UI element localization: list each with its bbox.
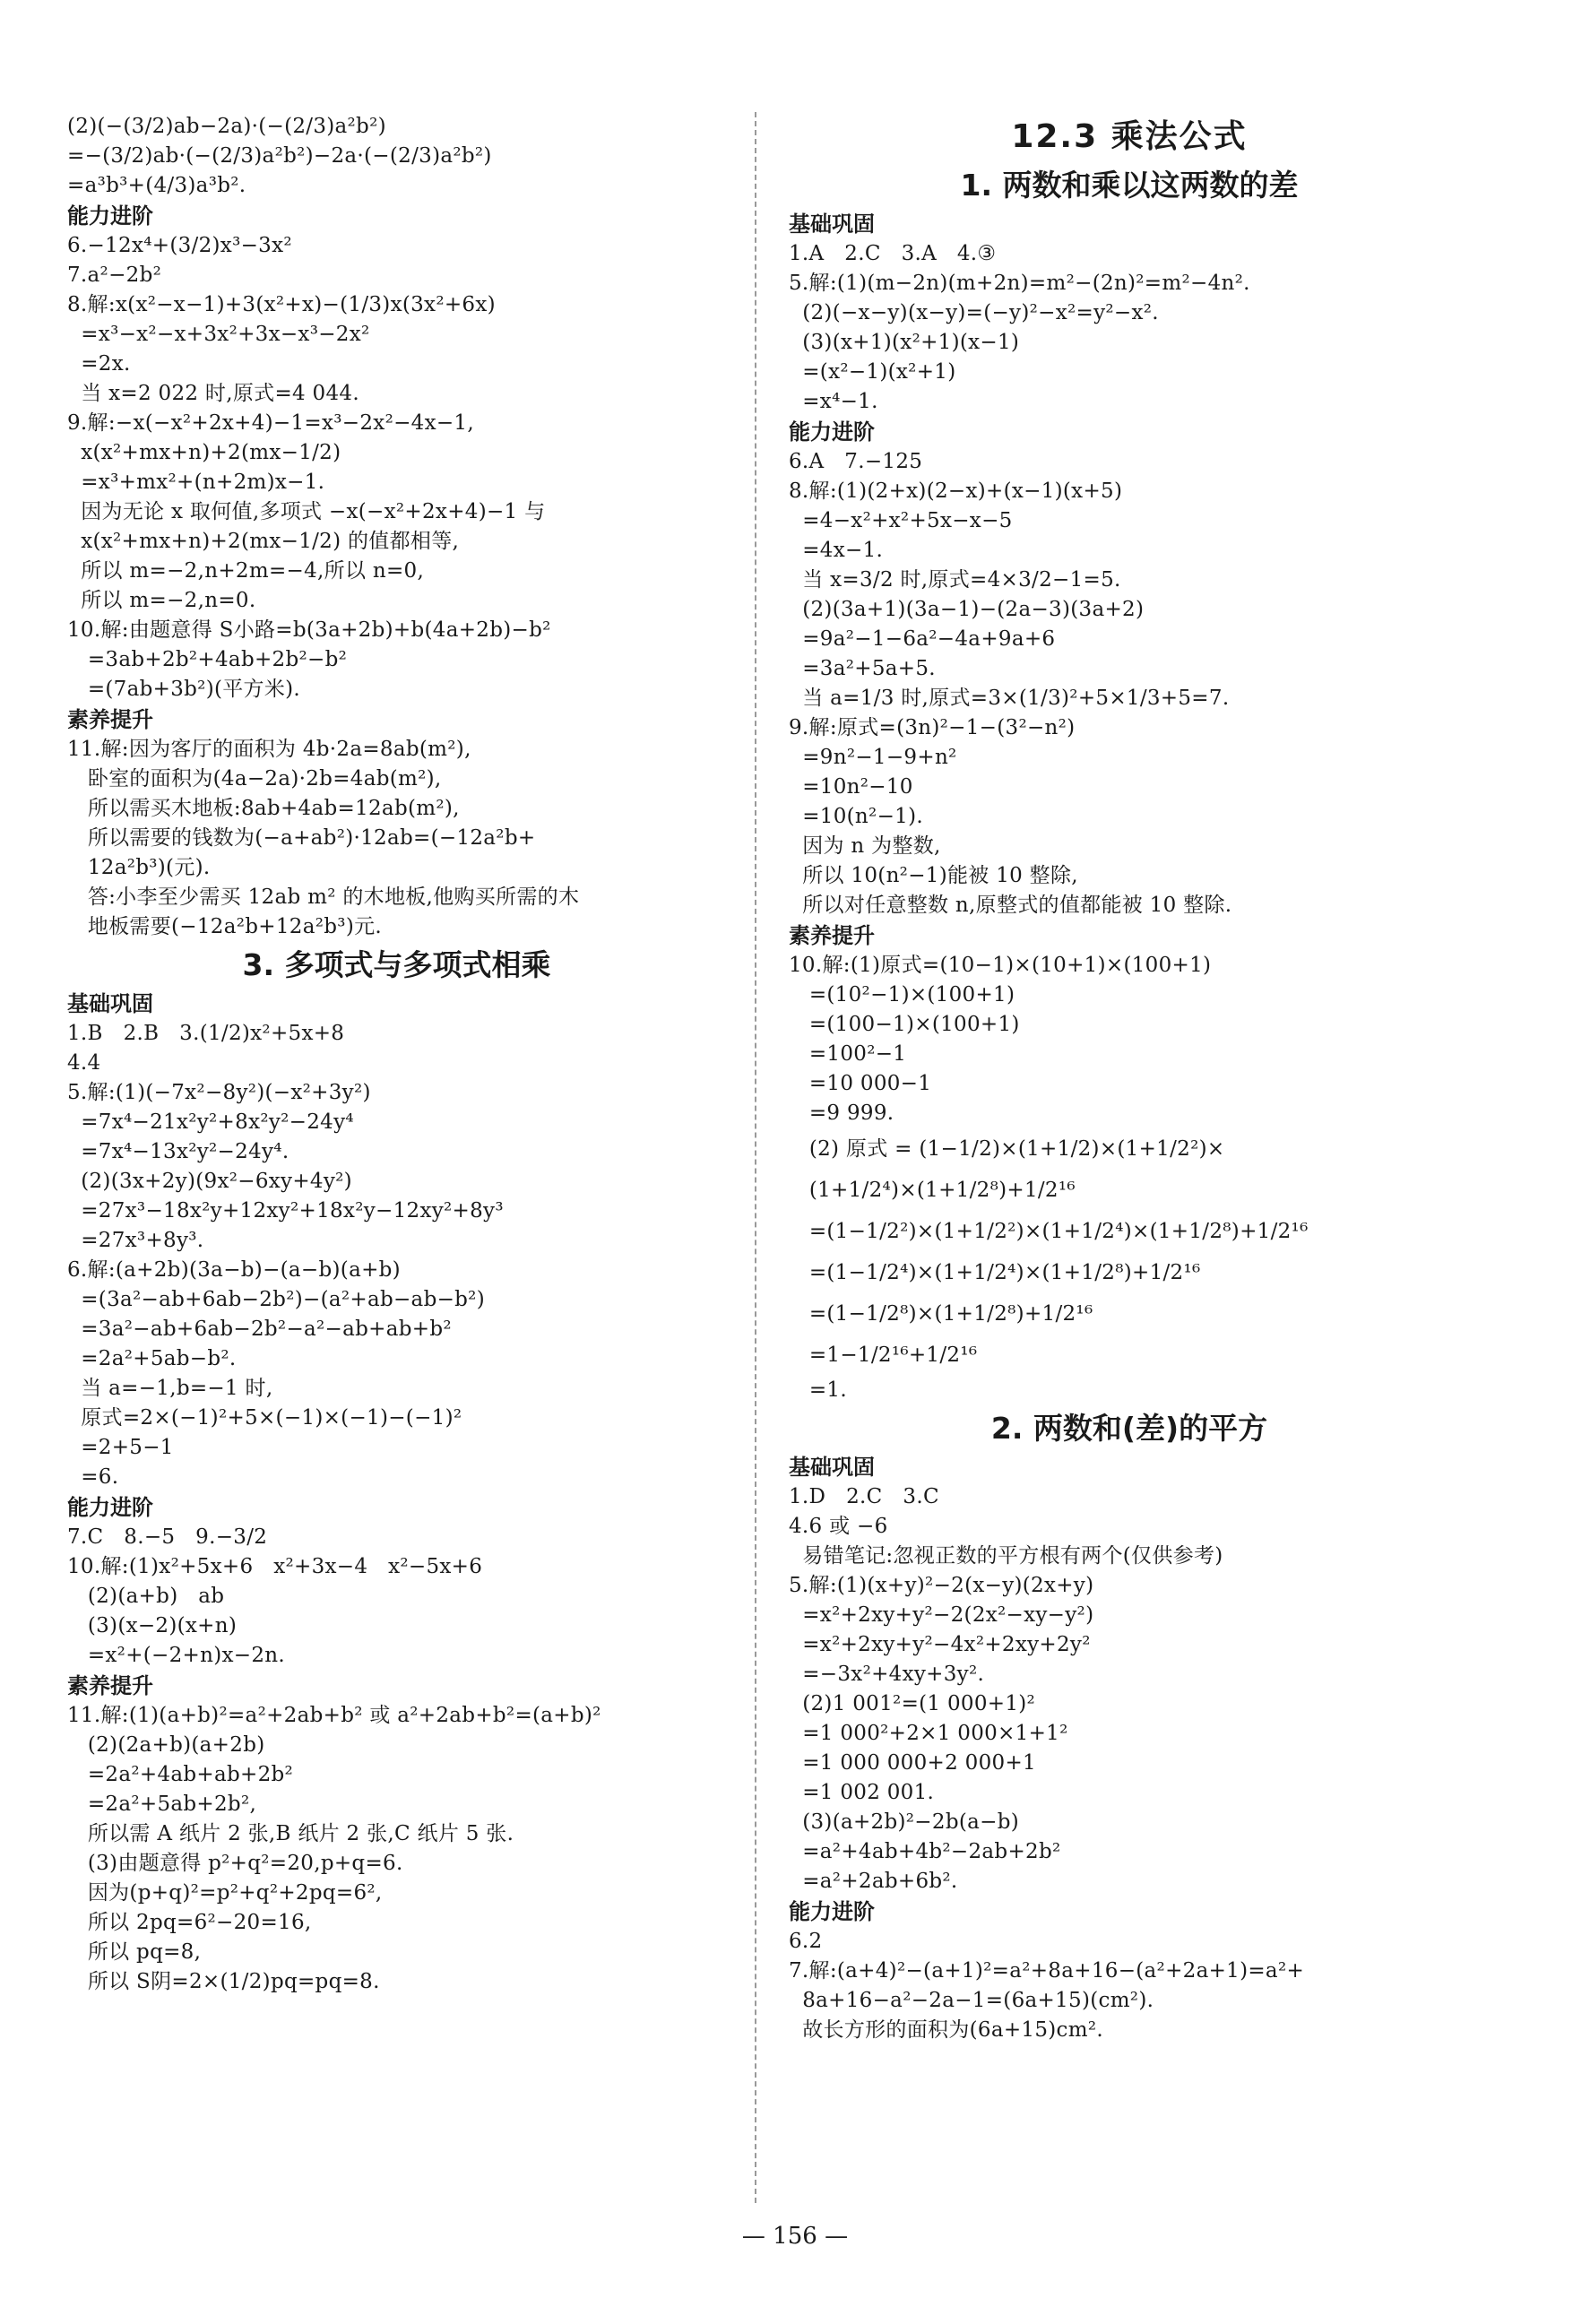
- answer-line: =9a²−1−6a²−4a+9a+6: [789, 627, 1056, 651]
- answer-line: =−(3/2)ab·(−(2/3)a²b²)−2a·(−(2/3)a²b²): [67, 144, 492, 168]
- answer-line: =2x.: [67, 352, 131, 376]
- answer-line: =3a²+5a+5.: [789, 657, 936, 680]
- answer-line: =1.: [789, 1378, 847, 1402]
- answer-line: =x³−x²−x+3x²+3x−x³−2x²: [67, 323, 370, 346]
- answer-line: =x⁴−1.: [789, 390, 878, 413]
- column-divider: [755, 112, 756, 2203]
- answer-line: =27x³−18x²y+12xy²+18x²y−12xy²+8y³: [67, 1199, 504, 1222]
- subsection-title: 1. 两数和乘以这两数的差: [960, 168, 1299, 203]
- subsection-title: 2. 两数和(差)的平方: [990, 1411, 1268, 1446]
- answer-line: 所以 10(n²−1)能被 10 整除,: [789, 864, 1078, 887]
- answer-line: =2a²+4ab+ab+2b²: [67, 1763, 294, 1786]
- answer-line: 6.解:(a+2b)(3a−b)−(a−b)(a+b): [67, 1258, 401, 1282]
- answer-line: (2)1 001²=(1 000+1)²: [789, 1692, 1036, 1715]
- answer-line: 卧室的面积为(4a−2a)·2b=4ab(m²),: [67, 767, 442, 791]
- answer-line: (2) 原式 = (1−1/2)×(1+1/2)×(1+1/2²)×: [789, 1137, 1225, 1161]
- answer-line: =a³b³+(4/3)a³b².: [67, 174, 246, 197]
- answer-line: =4x−1.: [789, 539, 884, 562]
- answer-line: =9 999.: [789, 1102, 894, 1125]
- section-heading: 能力进阶: [789, 419, 875, 445]
- answer-line: (2)(2a+b)(a+2b): [67, 1733, 265, 1757]
- answer-line: =6.: [67, 1465, 119, 1489]
- answer-line: =7x⁴−13x²y²−24y⁴.: [67, 1140, 289, 1163]
- answer-line: =(1−1/2²)×(1+1/2²)×(1+1/2⁴)×(1+1/2⁸)+1/2¹⁶: [789, 1220, 1309, 1243]
- answer-line: 6.2: [789, 1930, 823, 1953]
- answer-line: 10.解:(1)原式=(10−1)×(10+1)×(100+1): [789, 954, 1212, 977]
- answer-line: 10.解:(1)x²+5x+6 x²+3x−4 x²−5x+6: [67, 1555, 483, 1578]
- answer-line: 11.解:因为客厅的面积为 4b·2a=8ab(m²),: [67, 738, 471, 761]
- section-heading: 能力进阶: [67, 1495, 153, 1520]
- section-heading: 基础巩固: [789, 1455, 875, 1480]
- answer-line: =10n²−10: [789, 775, 913, 799]
- left-column: [67, 112, 726, 2216]
- answer-line: 8.解:x(x²−x−1)+3(x²+x)−(1/3)x(3x²+6x): [67, 293, 496, 316]
- subsection-title: 3. 多项式与多项式相乘: [242, 947, 551, 982]
- answer-line: =7x⁴−21x²y²+8x²y²−24y⁴: [67, 1110, 354, 1134]
- answer-line: 8a+16−a²−2a−1=(6a+15)(cm²).: [789, 1989, 1154, 2012]
- answer-line: 所以需 A 纸片 2 张,B 纸片 2 张,C 纸片 5 张.: [67, 1822, 514, 1845]
- section-heading: 基础巩固: [789, 212, 875, 237]
- answer-line: 4.6 或 −6: [789, 1515, 888, 1538]
- chapter-title: 12.3 乘法公式: [1011, 118, 1248, 155]
- answer-line: =1−1/2¹⁶+1/2¹⁶: [789, 1343, 978, 1367]
- answer-line: 因为 n 为整数,: [789, 834, 941, 858]
- answer-line: x(x²+mx+n)+2(mx−1/2): [67, 441, 341, 464]
- answer-line: 答:小李至少需买 12ab m² 的木地板,他购买所需的木: [67, 886, 580, 909]
- answer-line: =(10²−1)×(100+1): [789, 983, 1015, 1006]
- answer-line: =x²+2xy+y²−4x²+2xy+2y²: [789, 1633, 1091, 1656]
- answer-line: 9.解:原式=(3n)²−1−(3²−n²): [789, 716, 1076, 739]
- answer-line: 所以需要的钱数为(−a+ab²)·12ab=(−12a²b+: [67, 826, 536, 850]
- answer-line: =3ab+2b²+4ab+2b²−b²: [67, 648, 348, 671]
- answer-line: (2)(−(3/2)ab−2a)·(−(2/3)a²b²): [67, 115, 386, 138]
- answer-line: =1 002 001.: [789, 1781, 935, 1804]
- answer-line: x(x²+mx+n)+2(mx−1/2) 的值都相等,: [67, 530, 460, 553]
- answer-line: 故长方形的面积为(6a+15)cm².: [789, 2018, 1103, 2042]
- section-heading: 素养提升: [67, 707, 153, 732]
- answer-line: =1 000²+2×1 000×1+1²: [789, 1722, 1068, 1745]
- answer-line: 当 a=−1,b=−1 时,: [67, 1377, 273, 1400]
- answer-line: =100²−1: [789, 1042, 907, 1066]
- answer-line: 6.A 7.−125: [789, 450, 923, 473]
- section-heading: 基础巩固: [67, 991, 153, 1016]
- answer-line: 因为(p+q)²=p²+q²+2pq=6²,: [67, 1881, 383, 1905]
- answer-line: 1.D 2.C 3.C: [789, 1485, 939, 1508]
- answer-line: 1.B 2.B 3.(1/2)x²+5x+8: [67, 1022, 345, 1045]
- answer-line: 11.解:(1)(a+b)²=a²+2ab+b² 或 a²+2ab+b²=(a+b)²: [67, 1704, 601, 1727]
- answer-line: 7.解:(a+4)²−(a+1)²=a²+8a+16−(a²+2a+1)=a²+: [789, 1959, 1305, 1983]
- answer-line: =10(n²−1).: [789, 805, 923, 828]
- answer-line: =2+5−1: [67, 1436, 174, 1459]
- answer-line: (3)(a+2b)²−2b(a−b): [789, 1810, 1019, 1834]
- answer-line: 10.解:由题意得 S小路=b(3a+2b)+b(4a+2b)−b²: [67, 618, 551, 642]
- answer-line: =a²+2ab+6b².: [789, 1870, 958, 1893]
- answer-line: =−3x²+4xy+3y².: [789, 1663, 985, 1686]
- answer-line: 所以对任意整数 n,原整式的值都能被 10 整除.: [789, 894, 1232, 917]
- answer-line: (2)(3x+2y)(9x²−6xy+4y²): [67, 1170, 352, 1193]
- answer-line: 所以需买木地板:8ab+4ab=12ab(m²),: [67, 797, 460, 820]
- answer-line: =1 000 000+2 000+1: [789, 1751, 1036, 1775]
- answer-line: =2a²+5ab−b².: [67, 1347, 237, 1370]
- answer-line: 所以 S阴=2×(1/2)pq=pq=8.: [67, 1970, 380, 1993]
- answer-line: =(1−1/2⁴)×(1+1/2⁴)×(1+1/2⁸)+1/2¹⁶: [789, 1261, 1201, 1284]
- answer-line: =x²+2xy+y²−2(2x²−xy−y²): [789, 1603, 1094, 1627]
- answer-line: 6.−12x⁴+(3/2)x³−3x²: [67, 234, 292, 257]
- answer-line: 7.a²−2b²: [67, 264, 162, 287]
- answer-line: (2)(−x−y)(x−y)=(−y)²−x²=y²−x².: [789, 301, 1159, 324]
- answer-line: =27x³+8y³.: [67, 1229, 204, 1252]
- answer-line: =4−x²+x²+5x−x−5: [789, 509, 1013, 532]
- section-heading: 素养提升: [789, 923, 875, 948]
- answer-line: 5.解:(1)(x+y)²−2(x−y)(2x+y): [789, 1574, 1094, 1597]
- answer-line: 因为无论 x 取何值,多项式 −x(−x²+2x+4)−1 与: [67, 500, 546, 523]
- answer-line: =(x²−1)(x²+1): [789, 360, 956, 384]
- answer-line: 12a²b³)(元).: [67, 856, 211, 879]
- section-heading: 能力进阶: [67, 203, 153, 229]
- answer-line: 5.解:(1)(−7x²−8y²)(−x²+3y²): [67, 1081, 371, 1104]
- answer-line: 所以 m=−2,n=0.: [67, 589, 256, 612]
- answer-line: =(1−1/2⁸)×(1+1/2⁸)+1/2¹⁶: [789, 1302, 1093, 1326]
- answer-line: 所以 pq=8,: [67, 1940, 202, 1964]
- answer-line: =3a²−ab+6ab−2b²−a²−ab+ab+b²: [67, 1318, 452, 1341]
- answer-line: =(7ab+3b²)(平方米).: [67, 678, 301, 701]
- answer-line: 易错笔记:忽视正数的平方根有两个(仅供参考): [789, 1544, 1223, 1568]
- answer-line: 1.A 2.C 3.A 4.③: [789, 242, 997, 265]
- answer-line: 原式=2×(−1)²+5×(−1)×(−1)−(−1)²: [67, 1406, 462, 1430]
- answer-line: 当 a=1/3 时,原式=3×(1/3)²+5×1/3+5=7.: [789, 687, 1230, 710]
- section-heading: 能力进阶: [789, 1899, 875, 1924]
- right-column: [789, 112, 1470, 2216]
- section-heading: 素养提升: [67, 1673, 153, 1698]
- answer-line: 当 x=3/2 时,原式=4×3/2−1=5.: [789, 568, 1121, 592]
- answer-line: (2)(a+b) ab: [67, 1585, 225, 1608]
- page-number: — 156 —: [741, 2223, 849, 2250]
- answer-line: 当 x=2 022 时,原式=4 044.: [67, 382, 359, 405]
- answer-line: =(100−1)×(100+1): [789, 1013, 1020, 1036]
- answer-line: =10 000−1: [789, 1072, 932, 1095]
- answer-line: 7.C 8.−5 9.−3/2: [67, 1525, 268, 1549]
- answer-line: (3)由题意得 p²+q²=20,p+q=6.: [67, 1852, 403, 1875]
- answer-line: 所以 2pq=6²−20=16,: [67, 1911, 312, 1934]
- answer-line: =9n²−1−9+n²: [789, 746, 957, 769]
- answer-line: 所以 m=−2,n+2m=−4,所以 n=0,: [67, 559, 425, 583]
- answer-line: =2a²+5ab+2b²,: [67, 1793, 257, 1816]
- answer-line: (2)(3a+1)(3a−1)−(2a−3)(3a+2): [789, 598, 1145, 621]
- answer-line: =x²+(−2+n)x−2n.: [67, 1644, 286, 1667]
- answer-line: =(3a²−ab+6ab−2b²)−(a²+ab−ab−b²): [67, 1288, 485, 1311]
- answer-line: (3)(x+1)(x²+1)(x−1): [789, 331, 1020, 354]
- answer-line: 5.解:(1)(m−2n)(m+2n)=m²−(2n)²=m²−4n².: [789, 272, 1250, 295]
- answer-line: (3)(x−2)(x+n): [67, 1614, 238, 1637]
- answer-line: 8.解:(1)(2+x)(2−x)+(x−1)(x+5): [789, 479, 1123, 503]
- answer-line: =x³+mx²+(n+2m)x−1.: [67, 471, 325, 494]
- answer-line: 4.4: [67, 1051, 101, 1075]
- answer-line: 地板需要(−12a²b+12a²b³)元.: [67, 915, 382, 938]
- answer-line: =a²+4ab+4b²−2ab+2b²: [789, 1840, 1061, 1863]
- answer-line: (1+1/2⁴)×(1+1/2⁸)+1/2¹⁶: [789, 1179, 1076, 1202]
- answer-line: 9.解:−x(−x²+2x+4)−1=x³−2x²−4x−1,: [67, 411, 474, 435]
